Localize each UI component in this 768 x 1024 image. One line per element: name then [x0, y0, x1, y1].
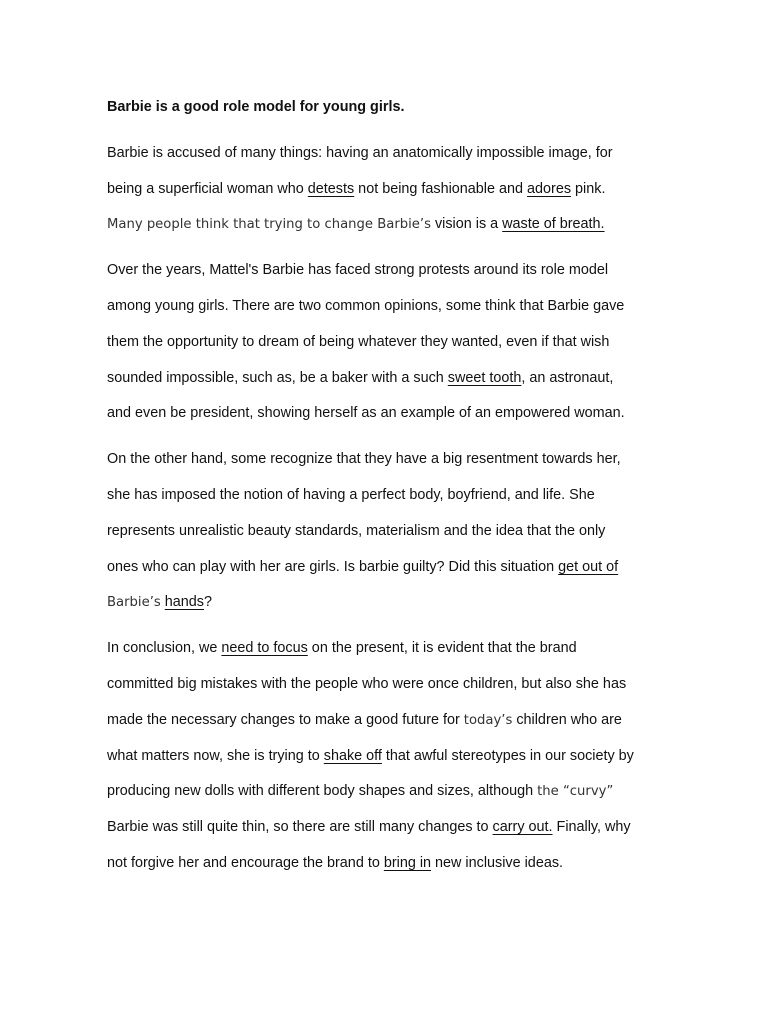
paragraph-2-line-4: [107, 361, 672, 397]
text-run-alt-font: today’s: [463, 712, 513, 728]
text-run-alt-font: Barbie’s: [107, 595, 161, 611]
underlined-word-adores: adores: [527, 180, 572, 197]
paragraph-3-line-5: [107, 585, 672, 621]
text-run: producing new dolls with different body shapes and sizes, although: [107, 783, 538, 800]
text-run: children who are: [512, 711, 622, 728]
paragraph-1: [107, 136, 672, 243]
paragraph-3-line-3: represents unrealistic beauty standards, materialism and the idea that the only: [107, 522, 606, 539]
text-run: pink.: [571, 180, 606, 197]
text-run: vision is a: [430, 216, 503, 233]
underlined-word-hands: hands: [164, 594, 204, 611]
document-body: [107, 90, 672, 892]
text-run: Barbie was still quite thin, so there are still many changes to: [107, 819, 493, 836]
paragraph-3: [107, 442, 672, 621]
underlined-phrase-waste-of-breath: waste of breath.: [502, 216, 605, 233]
underlined-phrase-need-to-focus: need to focus: [221, 640, 308, 657]
underlined-phrase-bring-in: bring in: [383, 854, 432, 871]
text-run: on the present, it is evident that the brand: [307, 640, 577, 657]
text-run-alt-font: Many people think that trying to change Barbie’s: [107, 217, 431, 233]
paragraph-4-line-4: [107, 739, 672, 775]
paragraph-2: [107, 253, 672, 432]
text-run: Finally, why: [552, 819, 631, 836]
document-title: Barbie is a good role model for young girls.: [107, 99, 405, 115]
paragraph-3-line-4: [107, 550, 672, 586]
paragraph-3-line-1: On the other hand, some recognize that they have a big resentment towards her,: [107, 451, 621, 468]
paragraph-4: [107, 631, 672, 882]
underlined-phrase-get-out-of: get out of: [558, 558, 619, 575]
paragraph-4-line-5: [107, 774, 672, 810]
paragraph-4-line-7: [107, 846, 672, 882]
underlined-phrase-sweet-tooth: sweet tooth: [447, 369, 522, 386]
paragraph-2-line-5: and even be president, showing herself as an example of an empowered woman.: [107, 405, 625, 422]
paragraph-3-line-2: she has imposed the notion of having a perfect body, boyfriend, and life. She: [107, 486, 595, 503]
underlined-phrase-carry-out: carry out.: [492, 819, 553, 836]
text-run: new inclusive ideas.: [431, 854, 564, 871]
text-run: In conclusion, we: [107, 640, 222, 657]
text-run-alt-font: the “curvy”: [537, 784, 614, 800]
text-run: , an astronaut,: [521, 369, 614, 386]
text-run: what matters now, she is trying to: [107, 747, 324, 764]
paragraph-4-line-3: [107, 703, 672, 739]
text-run: not forgive her and encourage the brand to: [107, 854, 384, 871]
text-run: that awful stereotypes in our society by: [381, 747, 634, 764]
paragraph-2-line-1: Over the years, Mattel's Barbie has faced strong protests around its role model: [107, 262, 609, 279]
paragraph-4-line-6: [107, 810, 672, 846]
paragraph-4-line-2: committed big mistakes with the people who were once children, but also she has: [107, 675, 627, 692]
text-run: ones who can play with her are girls. Is barbie guilty? Did this situation: [107, 558, 559, 575]
text-run: not being fashionable and: [354, 180, 528, 197]
paragraph-1-line-1: Barbie is accused of many things: having an anatomically impossible image, for: [107, 144, 613, 161]
paragraph-1-line-3: [107, 207, 672, 243]
paragraph-2-line-2: among young girls. There are two common opinions, some think that Barbie gave: [107, 297, 625, 314]
text-run: being a superficial woman who: [107, 180, 308, 197]
underlined-phrase-shake-off: shake off: [323, 747, 382, 764]
text-run: sounded impossible, such as, be a baker with a such: [107, 369, 448, 386]
underlined-word-detests: detests: [307, 180, 355, 197]
paragraph-2-line-3: them the opportunity to dream of being whatever they wanted, even if that wish: [107, 333, 610, 350]
text-run: ?: [203, 594, 212, 611]
text-run: made the necessary changes to make a good future for: [107, 711, 464, 728]
paragraph-4-line-1: [107, 631, 672, 667]
paragraph-1-line-2: [107, 172, 672, 208]
